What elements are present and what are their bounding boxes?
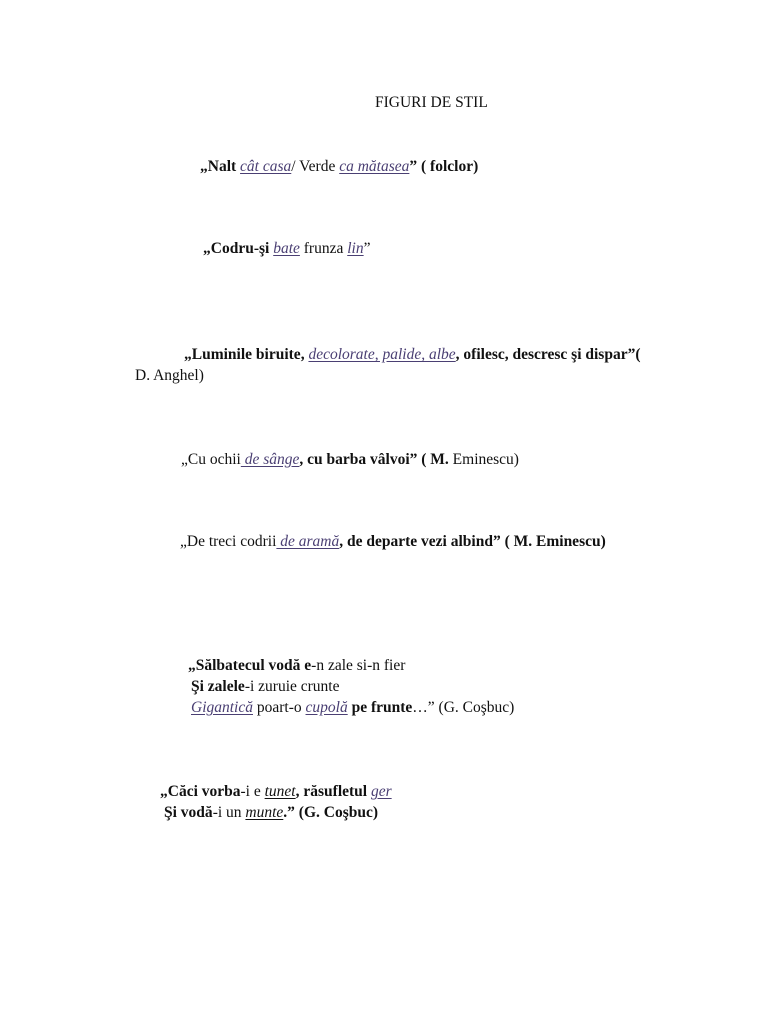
example-7-part-2: -i e <box>240 783 265 800</box>
example-3-line-2 <box>135 365 204 386</box>
example-6-part-1: „Sălbatecul vodă e <box>188 657 312 674</box>
example-1-part-3: / Verde <box>291 158 340 175</box>
example-2 <box>203 238 371 259</box>
example-3-part-2: decolorate, palide, albe <box>308 346 456 363</box>
example-7-part-1: „Căci vorba <box>160 783 241 800</box>
example-3-part-1: „Luminile biruite, <box>184 346 309 363</box>
example-6-part-8: pe frunte <box>347 699 413 716</box>
example-7-part-9: .” (G. Coşbuc) <box>283 804 379 821</box>
example-6-line-3 <box>191 697 514 718</box>
example-6-part-9: …” (G. Coşbuc) <box>412 699 515 716</box>
example-6-part-7: cupolă <box>305 699 348 716</box>
page-title: FIGURI DE STIL <box>375 94 488 111</box>
example-4 <box>181 449 519 470</box>
example-7-part-6: Şi vodă <box>164 804 213 821</box>
example-4-part-2: de sânge <box>240 451 300 468</box>
example-1-part-1: „Nalt <box>200 158 241 175</box>
example-7-part-8: munte <box>245 804 284 821</box>
example-2-part-2: bate <box>273 240 300 257</box>
example-3-line-1 <box>184 344 641 365</box>
example-6-line-2 <box>191 676 340 697</box>
example-1-part-5: ” ( folclor) <box>409 158 479 175</box>
example-5-part-3: , de departe vezi albind <box>339 533 493 550</box>
example-4-part-1: „Cu ochii <box>181 451 241 468</box>
example-7-part-3: tunet <box>264 783 296 800</box>
example-6-part-6: poart-o <box>253 699 306 716</box>
example-4-part-4: ” ( M. <box>409 451 453 468</box>
example-6-part-5: Gigantică <box>191 699 253 716</box>
example-2-part-5: ” <box>363 240 371 257</box>
example-6-part-4: -i zuruie crunte <box>244 678 340 695</box>
example-3-part-4: D. Anghel) <box>135 367 204 384</box>
example-7-part-4: , răsufletul <box>295 783 371 800</box>
example-1 <box>200 156 478 177</box>
example-1-part-4: ca mătasea <box>339 158 410 175</box>
example-5 <box>180 531 606 552</box>
example-7-part-5: ger <box>370 783 392 800</box>
example-5-part-1: „De treci codrii <box>180 533 277 550</box>
example-6-part-2: -n zale si-n fier <box>311 657 406 674</box>
example-7-line-1 <box>160 781 392 802</box>
example-7-line-2 <box>164 802 378 823</box>
example-4-part-5: Eminescu) <box>452 451 519 468</box>
example-6-part-3: Şi zalele <box>191 678 245 695</box>
example-1-part-2: cât casa <box>240 158 292 175</box>
example-3-part-3: , ofilesc, descresc şi dispar”( <box>455 346 641 363</box>
example-2-part-4: lin <box>347 240 364 257</box>
example-5-part-4: ” ( M. Eminescu) <box>492 533 606 550</box>
example-6-line-1 <box>188 655 405 676</box>
example-7-part-7: -i un <box>212 804 246 821</box>
example-4-part-3: , cu barba vâlvoi <box>299 451 410 468</box>
example-2-part-1: „Codru-şi <box>203 240 274 257</box>
example-2-part-3: frunza <box>299 240 348 257</box>
example-5-part-2: de aramă <box>276 533 340 550</box>
